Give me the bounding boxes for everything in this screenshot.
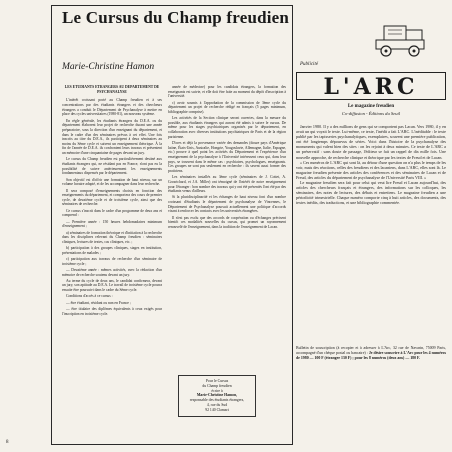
contact-line: Pour le Cursus [205, 379, 229, 383]
paragraph: Les activités de la Section clinique seront ouvertes, dans la mesure du possible, aux étudiants étrangers qui auront été admis à suivre le cursus. De même pour les stages psychiatriques organisés par le département, en collaboration avec diverses institutions psychiatriques de Paris et de la région parisienne. [168, 116, 286, 139]
car-illustration-icon [370, 20, 430, 60]
paragraph: Son objectif est d'offrir une formation de haut niveau, sur un volume horaire adapté, et de les accompagner dans leur recherche. [62, 177, 162, 187]
paragraph: Les séminaires installés au 3ème cycle (séminaires de J. Cottet, A. Grosrichard, et J.A. Miller) ont témoigné de l'intérêt de notre enseignement pour l'étranger : bon nombre des travaux qui y ont été présentés l'ont été par des étudiants venus d'ailleurs. [168, 175, 286, 194]
paragraph: année de médecine) pour les candidats étrangers, la formation des enseignants est suivie, et elle doit être faite au moment du dépôt d'inscription à l'université. [168, 85, 286, 99]
paragraph: D'ores et déjà la provenance variée des demandes (douze pays d'Amérique latine, États-Unis, Australie, Hongrie, Yougoslavie, Allemagne, Italie, Espagne, etc.) prouve à quel point les activités du Département et l'expérience d'un enseignement de la psychanalyse à l'Université intéressent ceux qui, dans leur pays, se trouvent dans le même cas : psychiatres, psychologues, enseignants. Ces groupes ne sont pas seulement en recherche : ils savent aussi former des praticiens. [168, 141, 286, 173]
ad-paragraph: « Ces numéros de L'ARC qui sont là, au détour d'une question on n'a plus le temps de les voir, mais des réactions, celles des freudiens et des lacaniens, dans L'ARC, elles sont là. Le magazine freudien présente des articles des conférences et des séminaires de Lacan et de Freud, des articles du département de psychanalyse de l'Université Paris VIII. » [296, 159, 446, 180]
paragraph: — Deuxième année : mêmes activités, avec la rédaction d'un mémoire de recherche soutenu devant un jury. [62, 267, 162, 277]
contact-line: écrire à [211, 388, 223, 393]
page-number: 8 [6, 440, 9, 445]
paragraph: Le cursus du Champ freudien est particulièrement destiné aux étudiants étrangers qui, ne résidant pas en France, n'ont pas eu la possibilité de suivre antérieurement les enseignements fondamentaux dispensés par le département. [62, 157, 162, 176]
article-title: Le Cursus du Champ freudien [62, 8, 290, 27]
ad-body [296, 124, 446, 338]
paragraph: Il n'est pas exclu que des accords de coopération ou d'échanges précisent bientôt ces modalités nouvelles du cursus, qui promet un rayonnement renouvelé de l'enseignement, dans la tradition de l'enseignement de Lacan. [168, 215, 286, 229]
paragraph: Conditions d'accès à ce cursus : [66, 294, 113, 299]
paragraph: c) avoir soumis à l'approbation de la commission de 3ème cycle du département un projet de recherche rédigé en français (5 pages minimum, bibliographie comprise). [168, 100, 286, 114]
paragraph: Au terme du cycle de deux ans, le candidat confirmera, devant un jury, son aptitude au D.E.A. Le travail de troisième cycle pourra ensuite être poursuivi dans le cadre du Sème cycle. [62, 278, 162, 293]
ad-label: Publicité [300, 62, 319, 67]
paragraph: Ce cursus s'inscrit dans le cadre d'un programme de deux ans et comprend : [62, 208, 162, 218]
paragraph: b) participation à des groupes cliniques, stages en institution, présentations de malades ; [62, 246, 162, 255]
article-column-1 [62, 85, 162, 440]
paragraph: c) participation aux travaux de recherche d'un séminaire de troisième cycle ; [62, 257, 162, 266]
paragraph: a) séminaires de formation théorique et d'initiation à la recherche dans les disciplines relevant du Champ freudien : séminaires cliniques, lectures de textes, cas cliniques, etc. ; [62, 230, 162, 244]
paragraph: En règle générale, les étudiants étrangers du D.E.A. ou du département élaborent leur projet de recherche durant une année préparatoire, sous la direction d'un enseignant du département, et dans le cadre d'un des séminaires prévus à cet effet. Une fois inscrits au titre du D.E.A., ils participent à deux séminaires au moins du Sème cycle et suivent un enseignement théorique. À la fin de l'année de D.E.A. ils confrontent leurs travaux et présentent un mémoire d'une cinquantaine de pages devant un jury. [62, 118, 162, 156]
ad-headline: Le magazine freudien [347, 104, 395, 109]
subscription-block [296, 346, 446, 361]
column-heading: LES ÉTUDIANTS ÉTRANGERS AU DÉPARTEMENT DE PSYCHANALYSE [64, 85, 160, 94]
paragraph: L'intérêt croissant porté au Champ freudien et à ses concentrations par des étudiants étrangers et des chercheurs étrangers a conduit le Département de Psychanalyse à mettre en place des cycles universitaires (1980-81), un nouveau système. [62, 98, 162, 117]
ad-paragraph: Le magazine freudien sera fait pour celui qui veut lire Freud et Lacan aujourd'hui, des articles des chercheurs français et étrangers, des informations sur les colloques, les séminaires, des notes de lectures, des débats et entretiens. Le magazine freudien a une périodicité trimestrielle. Chaque numéro comporte cinq à huit articles, des documents, des textes inédits, des traductions, et une bibliographie commentée. [296, 180, 446, 206]
article-author: Marie-Christine Hamon [62, 62, 155, 72]
contact-line: responsable des étudiants étrangers, [189, 398, 245, 403]
contact-city: 92 140 Clamart [205, 407, 229, 412]
arc-logo: L'ARC [296, 72, 446, 100]
paragraph: — Première année : 150 heures hebdomadaires minimum d'enseignement ; [62, 219, 162, 229]
ad-paragraph: Janvier 1980. Il y a des millions de gens qui se comportent pas Lacan. Vers 1980, il y en avait un qui voyait le texte. Lui-même, ce texte, l'inédit a fait L'ARC. L'inéditable : le texte publié par les tapisseries psychanalytiques, exemplaires, souvent une première publication, ont été longtemps dépourvus de séries. Voici dans l'histoire de la psychanalyse des monuments qui valent bien des sites : on les rejoint à deux minutes. Ce texte de L'ARC a un préservatif : sans doute de passage, l'éditeur se fait un rappel de dix mille fois. Une nouvelle approche, de recherche clinique et théorique par les textes de Freud et de Lacan. [296, 124, 446, 160]
paragraph: — être titulaire des diplômes équivalents à ceux exigés pour l'inscription en troisième cycle. [62, 306, 162, 316]
paragraph: — être étudiant, résidant ou non en France ; [66, 300, 131, 305]
contact-line: du Champ freudien [202, 383, 232, 388]
ad-subline: Co-diffusion - Éditions du Seuil [341, 111, 401, 116]
paragraph: Il sera composé d'enseignements choisis en fonction des enseignements du département, et comportera des cours de premier cycle, de deuxième cycle et de troisième cycle, ainsi que des séminaires de recherche. [62, 188, 162, 207]
contact-name: Marie-Christine Hamon, [196, 393, 238, 398]
contact-box [178, 375, 256, 417]
contact-address: 4, rue du Sud [206, 402, 228, 407]
subscription-offer: Je désire souscrire à L'Arc pour les 4 numéros de 1980 — 100 F (étranger 130 F) ; pour les 8 numéros (deux ans) — 180 F. [296, 350, 446, 360]
article-column-2 [168, 85, 286, 340]
paragraph: Si la pluridisciplinarité et les échanges de haut niveau font d'un nombre croissant d'étudiants le département de psychanalyse de Vincennes, le Département de Psychanalyse poursuit actuellement une politique d'accords visant à renforcer les contacts avec les universités étrangères. [168, 195, 286, 214]
subscription-text: Bulletin de souscription (à recopier et à adresser à L'Arc, 32 rue de Navarin, 75009 Paris, accompagné d'un chèque postal ou bancaire) : [296, 346, 446, 355]
